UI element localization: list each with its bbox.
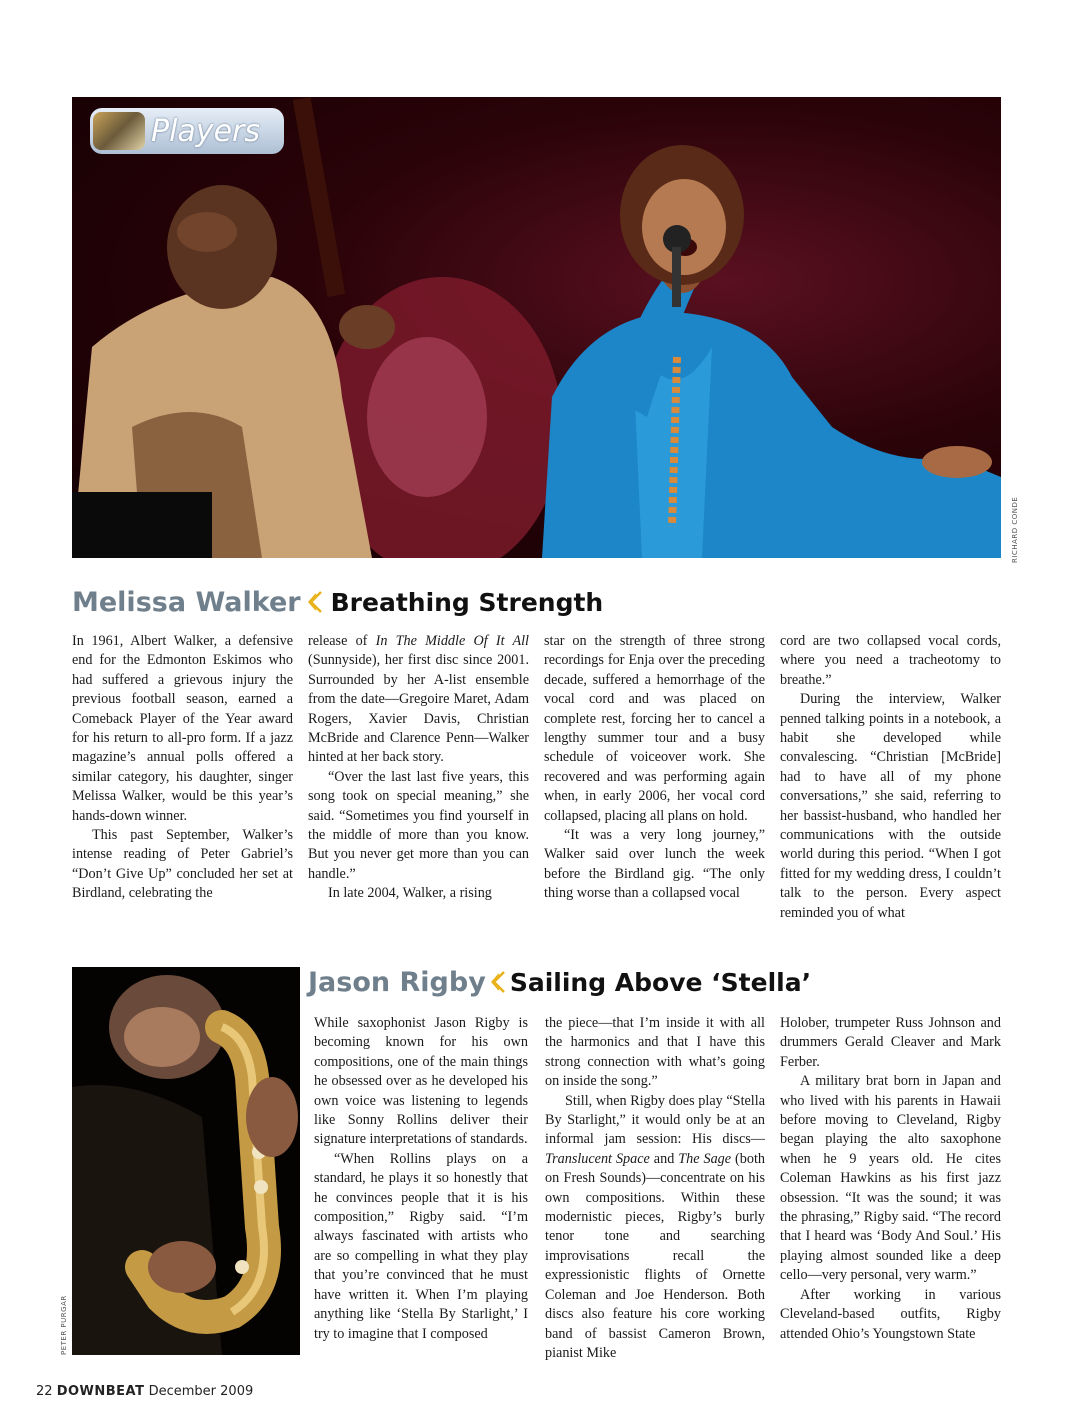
hero-photo-illustration [72,97,1001,558]
paragraph: release of In The Middle Of It All (Sunnyside), her first disc since 2001. Surrounded by her A-list ensemble from the date—Gregoire Maret, Adam Rogers, Xavier Davis, Christian McBride and Clarence Penn—Walker hinted at her back story. [308,633,529,766]
article2-column-1 [314,1014,528,1344]
hero-photo [72,97,1001,558]
paragraph: “Over the last last five years, this song took on special meaning,” she said. “Sometimes you find yourself in the middle of more than you know. But you never get more than you can handle.” [308,768,529,882]
sunburst-mark-icon [490,970,506,994]
rigby-photo-illustration [72,967,300,1355]
sunburst-mark-icon [307,590,323,614]
paragraph: During the interview, Walker penned talking points in a notebook, a habit she developed while convalescing. “Christian [McBride] had to have all of my phone conversations,” she said, referring to her bassist-husband, who handled her communications with the outside world during this period. “When I got fitted for my wedding dress, I couldn’t talk to the person. Every aspect reminded you of what [780,691,1001,921]
paragraph: This past September, Walker’s intense reading of Peter Gabriel’s “Don’t Give Up” concluded her set at Birdland, celebrating the [72,827,293,902]
paragraph: In 1961, Albert Walker, a defensive end for the Edmonton Eskimos who had suffered a grievous injury the previous football season, earned a Comeback Player of the Year award for his return to all-pro form. If a jazz magazine’s annual polls offered a similar category, his daughter, singer Melissa Walker, would be this year’s hands-down winner. [72,633,293,824]
issue-date: December 2009 [148,1384,254,1399]
page-number: 22 [36,1384,53,1399]
article1-column-4 [780,632,1001,923]
article1-column-1 [72,632,293,904]
article2-name: Jason Rigby [308,966,486,998]
page-footer [36,1384,253,1399]
magazine-name: DOWNBEAT [56,1384,145,1399]
photo-credit-hero: RICHARD CONDE [1011,496,1019,563]
paragraph: While saxophonist Jason Rigby is becoming known for his own compositions, one of the main things he obsessed over as he developed his own voice was listening to legends like Sonny Rollins deliver their signature interpretations of standards. [314,1015,528,1148]
section-tag [90,108,284,154]
article1-column-3 [544,632,765,904]
photo-credit-rigby: PETER PURGAR [60,1295,68,1355]
paragraph: In late 2004, Walker, a rising [328,885,492,902]
paragraph: Still, when Rigby does play “Stella By Starlight,” it would only be at an informal jam session: His discs—Translucent Space and The Sage (both on Fresh Sounds)—concentrate on his own compositions. Within these modernistic pieces, Rigby’s burly tenor tone and searching improvisations recall the expressionistic flights of Ornette Coleman and Joe Henderson. Both discs also feature his core working band of bassist Cameron Brown, pianist Mike [545,1092,765,1361]
article1-name: Melissa Walker [72,586,301,618]
paragraph: star on the strength of three strong recordings for Enja over the preceding decade, suffered a hemorrhage of the vocal cord and was placed on complete rest, forcing her to cancel a lengthy summer tour and a busy schedule of voiceover work. She recovered and was performing again when, in early 2006, her vocal cord collapsed, placing all plans on hold. [544,633,765,824]
article2-subtitle: Sailing Above ‘Stella’ [509,967,812,997]
section-tag-label: Players [151,113,260,149]
saxophone-icon [93,112,145,150]
paragraph: cord are two collapsed vocal cords, where you need a tracheotomy to breathe.” [780,633,1001,688]
paragraph: Holober, trumpeter Russ Johnson and drummers Gerald Cleaver and Mark Ferber. [780,1015,1001,1070]
paragraph: the piece—that I’m inside it with all the harmonics and that I have this strong connection with what’s going on inside the song.” [545,1015,765,1090]
paragraph: “When Rollins plays on a standard, he plays it so honestly that he convinces people that it is his composition,” Rigby said. “I’m always fascinated with artists who are so compelling in what they play that you’re convinced that he must have written it. When I’m playing anything like ‘Stella By Starlight,’ I try to imagine that I composed [314,1150,528,1342]
article1-column-2 [308,632,529,904]
article1-subtitle: Breathing Strength [330,587,604,617]
paragraph: After working in various Cleveland-based outfits, Rigby attended Ohio’s Youngstown State [780,1286,1001,1342]
paragraph: “It was a very long journey,” Walker said over lunch the week before the Birdland gig. “The only thing worse than a collapsed vocal [544,827,765,902]
paragraph: A military brat born in Japan and who lived with his parents in Hawaii before moving to Cleveland, Rigby began playing the alto saxophone when he 9 years old. He cites Coleman Hawkins as his first jazz obsession. “It was the sound; it was the phrasing,” Rigby said. “The record that I heard was ‘Body And Soul.’ His playing almost sounded like a deep cello—very personal, very warm.” [780,1073,1001,1284]
article2-headline [308,964,811,1000]
article2-column-3 [780,1014,1001,1344]
article1-headline [72,584,603,620]
rigby-photo [72,967,300,1355]
article2-column-2 [545,1014,765,1363]
